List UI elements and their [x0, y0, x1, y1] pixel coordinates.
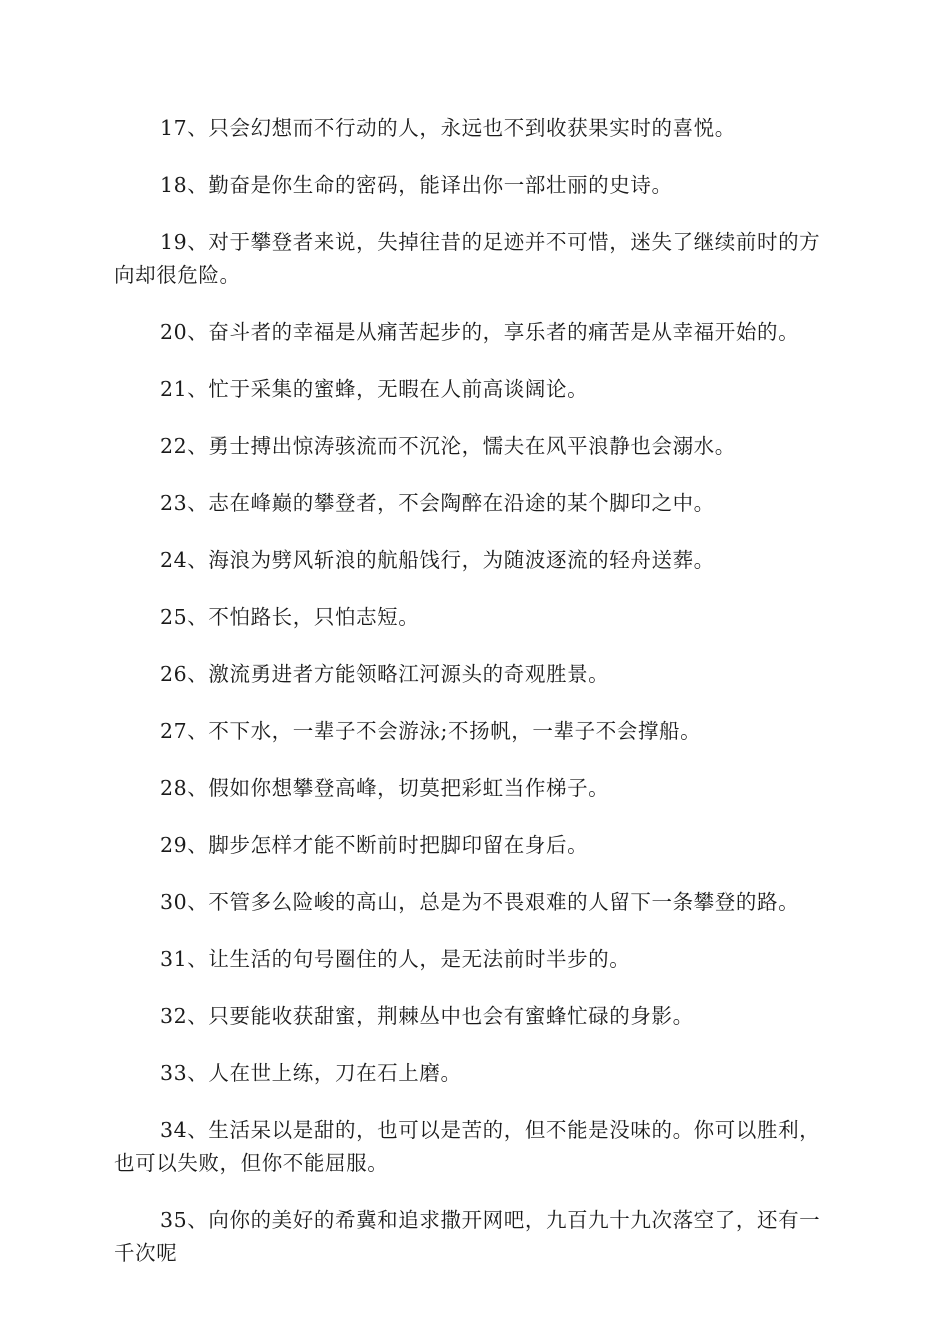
quote-item-28: 28、假如你想攀登高峰，切莫把彩虹当作梯子。 — [160, 776, 610, 800]
quote-item-18: 18、勤奋是你生命的密码，能译出你一部壮丽的史诗。 — [160, 173, 673, 197]
quote-item-33: 33、人在世上练，刀在石上磨。 — [160, 1061, 462, 1085]
quote-item-21: 21、忙于采集的蜜蜂，无暇在人前高谈阔论。 — [160, 377, 589, 401]
quote-item-23: 23、志在峰巅的攀登者，不会陶醉在沿途的某个脚印之中。 — [160, 491, 715, 515]
quote-item-24: 24、海浪为劈风斩浪的航船饯行，为随波逐流的轻舟送葬。 — [160, 548, 715, 572]
quote-item-17: 17、只会幻想而不行动的人，永远也不到收获果实时的喜悦。 — [160, 116, 736, 140]
quote-item-19: 19、对于攀登者来说，失掉往昔的足迹并不可惜，迷失了继续前时的方向却很危险。 — [114, 230, 821, 287]
quote-item-25: 25、不怕路长，只怕志短。 — [160, 605, 420, 629]
quote-item-22: 22、勇士搏出惊涛骇流而不沉沦，懦夫在风平浪静也会溺水。 — [160, 434, 736, 458]
quote-item-29: 29、脚步怎样才能不断前时把脚印留在身后。 — [160, 833, 589, 857]
quote-item-35: 35、向你的美好的希冀和追求撒开网吧，九百九十九次落空了，还有一千次呢 — [114, 1208, 821, 1265]
quote-item-26: 26、激流勇进者方能领略江河源头的奇观胜景。 — [160, 662, 610, 686]
quote-item-34: 34、生活呆以是甜的，也可以是苦的，但不能是没味的。你可以胜利，也可以失败，但你不能屈服。 — [114, 1118, 821, 1175]
quote-item-32: 32、只要能收获甜蜜，荆棘丛中也会有蜜蜂忙碌的身影。 — [160, 1004, 694, 1028]
quote-item-20: 20、奋斗者的幸福是从痛苦起步的，享乐者的痛苦是从幸福开始的。 — [160, 320, 800, 344]
quote-item-27: 27、不下水，一辈子不会游泳;不扬帆，一辈子不会撑船。 — [160, 719, 702, 743]
quote-item-31: 31、让生活的句号圈住的人，是无法前时半步的。 — [160, 947, 631, 971]
document-body — [114, 112, 834, 1294]
quote-item-30: 30、不管多么险峻的高山，总是为不畏艰难的人留下一条攀登的路。 — [160, 890, 800, 914]
